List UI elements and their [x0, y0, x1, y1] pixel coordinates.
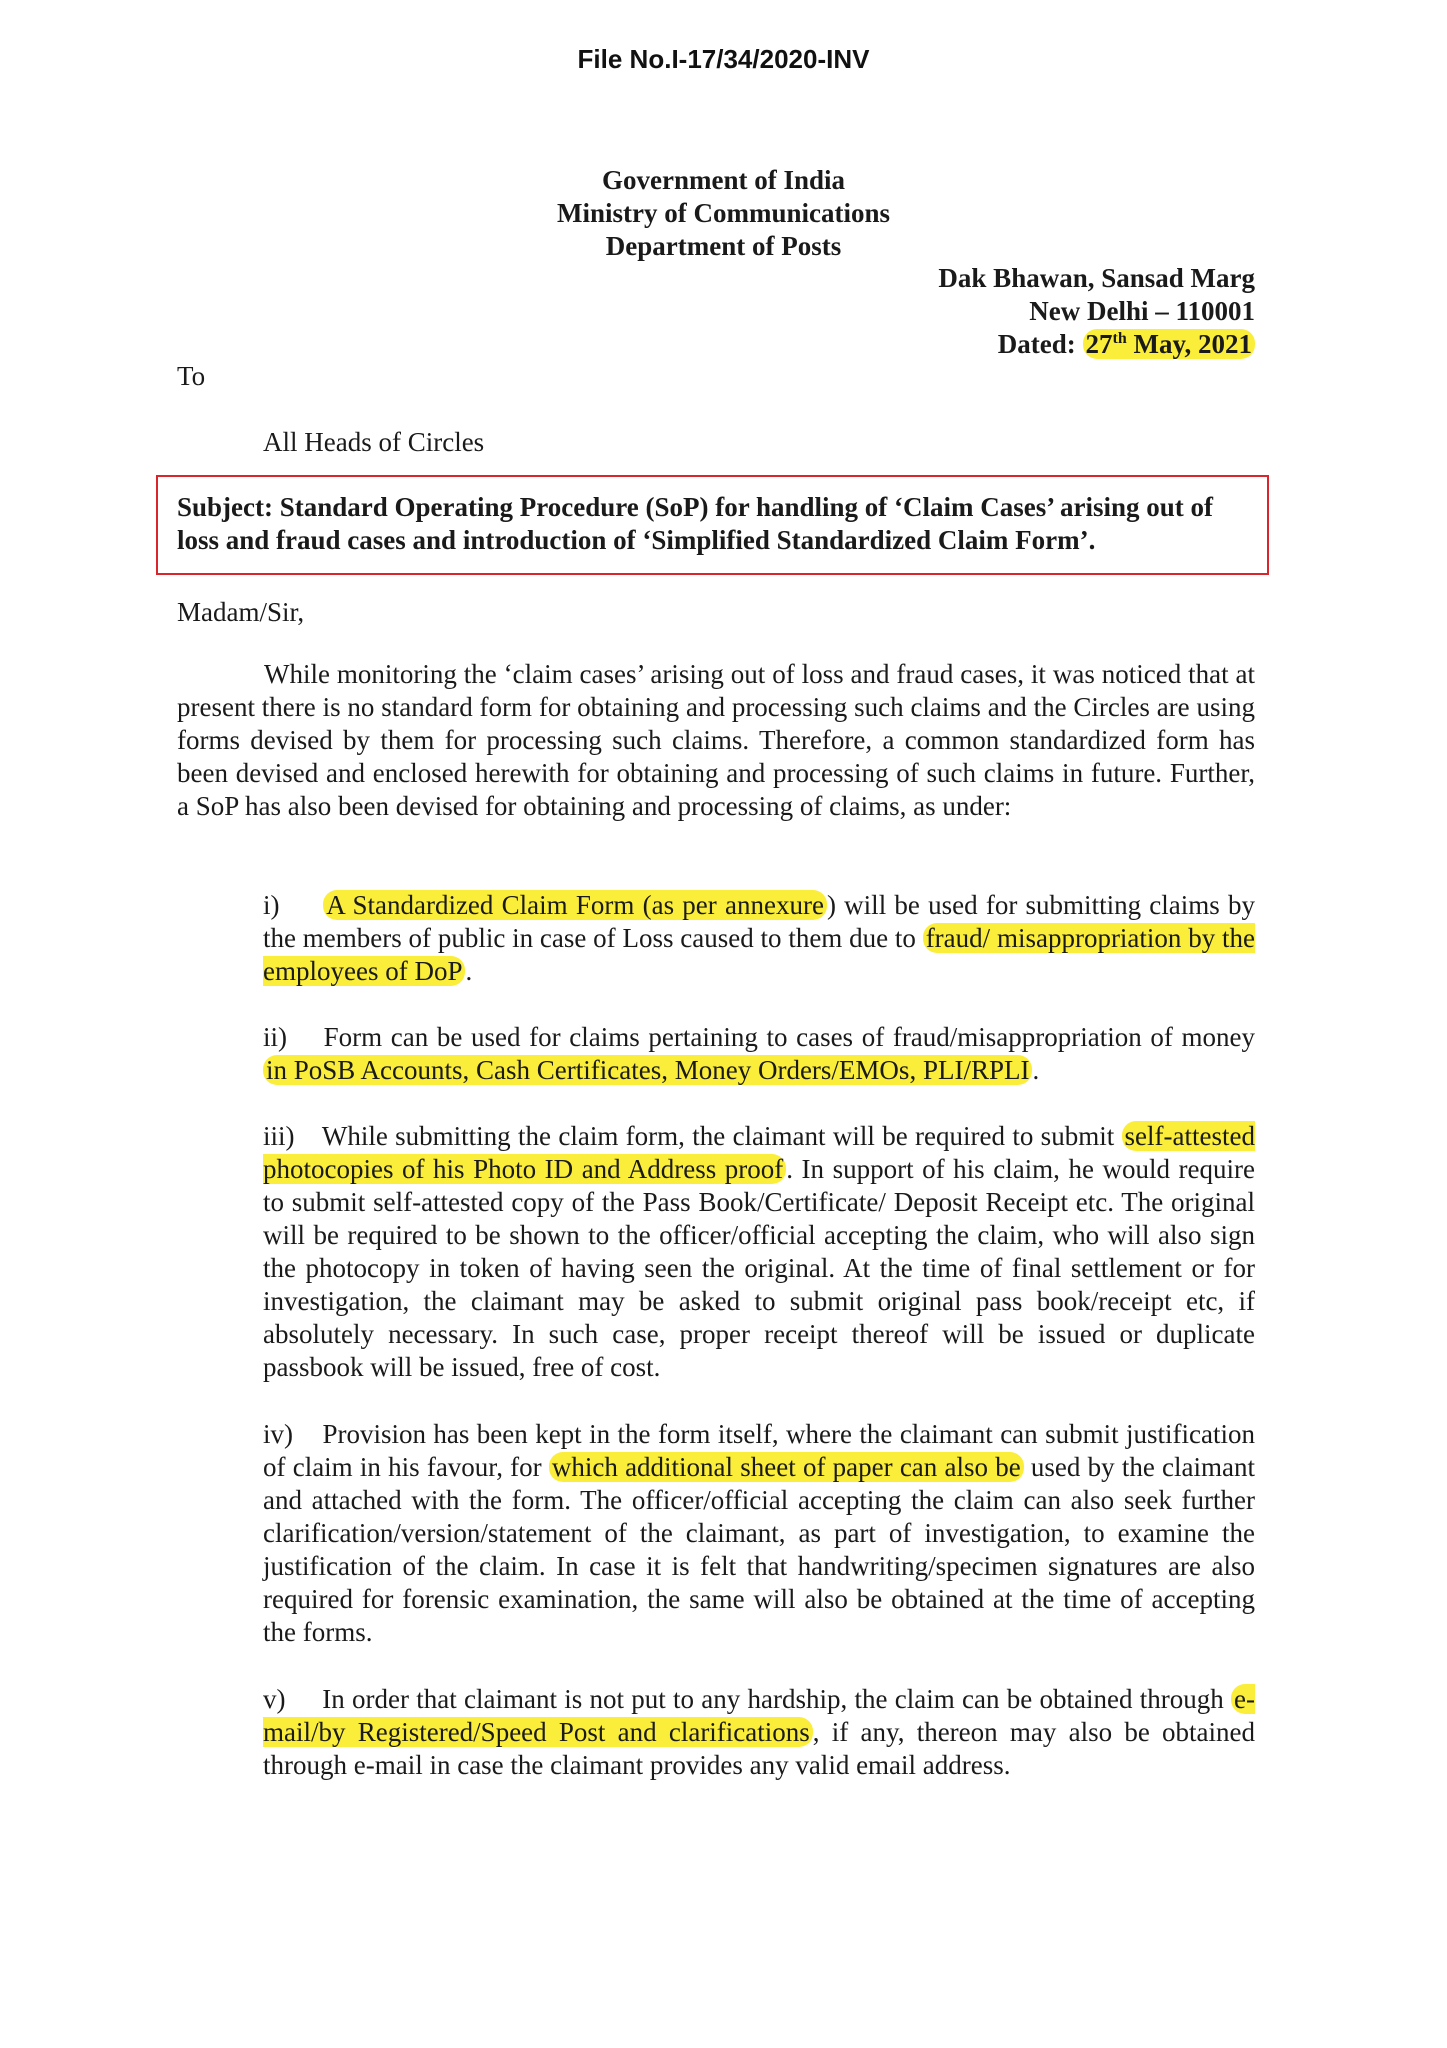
item-text: , if any, thereon may also be obtained through e-mail in case the claimant provides any valid email address. [263, 1717, 1255, 1780]
letterhead-government: Government of India [602, 165, 845, 195]
highlight: self-attested photocopies of his Photo ID and Address proof [263, 1121, 1255, 1184]
sop-item-2 [263, 1021, 1255, 1087]
item-text: ) will be used for submitting claims by the members of public in case of Loss caused to them due to [263, 890, 1256, 953]
salutation: Madam/Sir, [177, 597, 305, 627]
intro-paragraph: While monitoring the ‘claim cases’ arising out of loss and fraud cases, it was noticed that at present there is no standard form for obtaining and processing such claims and the Circles are using forms devised by them for processing such claims. Therefore, a common standardized form has been devised and enclosed herewith for obtaining and processing of such claims in future. Further, a SoP has also been devised for obtaining and processing of claims, as under: [177, 659, 1255, 821]
sop-item-1 [263, 889, 1255, 988]
item-number: i) [263, 890, 280, 920]
item-text: . In support of his claim, he would require to submit self-attested copy of the Pass Book/Certificate/ Deposit Receipt etc. The original will be required to be shown to the officer/official accepting the claim, who will also sign the photocopy in token of having seen the original. At the time of final settlement or for investigation, the claimant may be asked to submit original pass book/receipt etc, if absolutely necessary. In such case, proper receipt thereof will be issued or duplicate passbook will be issued, free of cost. [263, 1154, 1255, 1382]
addressee: All Heads of Circles [263, 427, 485, 457]
item-text: In order that claimant is not put to any hardship, the claim can be obtained through [322, 1684, 1232, 1714]
letterhead [0, 164, 1447, 263]
dated-day: 27 [1085, 329, 1113, 359]
item-number: ii) [263, 1022, 287, 1052]
highlight: which additional sheet of paper can also be [549, 1452, 1024, 1482]
letterhead-ministry: Ministry of Communications [557, 198, 890, 228]
letterhead-department: Department of Posts [605, 231, 842, 261]
dated-value-highlight [1083, 329, 1255, 359]
item-number: iii) [263, 1121, 295, 1151]
subject-line: Subject: Standard Operating Procedure (SoP) for handling of ‘Claim Cases’ arising out of loss and fraud cases and introduction of ‘Simplified Standardized Claim Form’. [177, 492, 1214, 555]
highlight: e-mail/by Registered/Speed Post and clarifications [263, 1684, 1255, 1747]
item-text: used by the claimant and attached with the form. The officer/official accepting the claim can also seek further clarification/version/statement of the claimant, as part of investigation, to examine the justification of the claim. In case it is felt that handwriting/specimen signatures are also required for forensic examination, the same will also be obtained at the time of accepting the forms. [263, 1452, 1255, 1647]
address-line-1: Dak Bhawan, Sansad Marg [938, 263, 1255, 293]
sender-address [938, 262, 1255, 361]
item-text: . [465, 956, 473, 986]
file-number: File No.I-17/34/2020-INV [577, 44, 870, 74]
highlight: in PoSB Accounts, Cash Certificates, Money Orders/EMOs, PLI/RPLI [263, 1055, 1032, 1085]
address-line-2: New Delhi – 110001 [1029, 296, 1255, 326]
sop-item-4 [263, 1418, 1255, 1649]
item-text: While submitting the claim form, the claimant will be required to submit [321, 1121, 1122, 1151]
highlight: fraud/ misappropriation by the employees of DoP [263, 923, 1255, 986]
dated-line [938, 328, 1255, 361]
dated-month-year: May, 2021 [1133, 329, 1252, 359]
item-text: Provision has been kept in the form itself, where the claimant can submit justification of claim in his favour, for [263, 1419, 1256, 1482]
dated-label: Dated: [997, 329, 1076, 359]
dated-suffix: th [1112, 330, 1127, 347]
item-text: Form can be used for claims pertaining to cases of fraud/misappropriation of money [323, 1022, 1256, 1052]
to-label: To [177, 361, 206, 391]
sop-item-5 [263, 1683, 1255, 1782]
item-number: iv) [263, 1419, 293, 1449]
item-number: v) [263, 1684, 286, 1714]
sop-item-3 [263, 1120, 1255, 1384]
item-text: . [1032, 1055, 1040, 1085]
highlight: A Standardized Claim Form (as per annexure [323, 890, 827, 920]
